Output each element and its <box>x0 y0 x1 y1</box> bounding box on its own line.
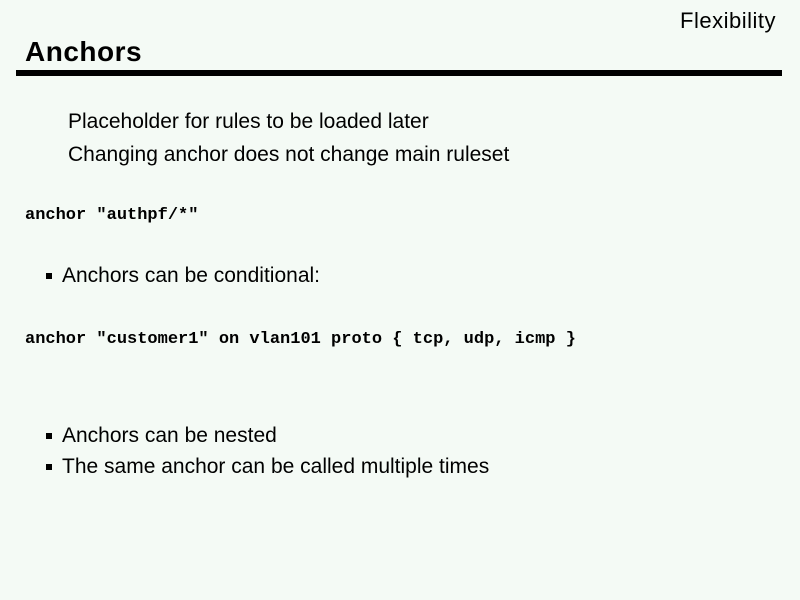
code-line-customer1: anchor "customer1" on vlan101 proto { tcp, udp, icmp } <box>25 330 576 349</box>
bullet-label: Anchors can be conditional: <box>62 264 320 287</box>
bullet-item <box>46 424 489 448</box>
bullet-item <box>46 455 489 479</box>
intro-line: Changing anchor does not change main ruleset <box>68 143 510 166</box>
bullet-item <box>46 264 320 288</box>
bullet-list <box>46 424 489 479</box>
bullet-label: The same anchor can be called multiple times <box>62 455 490 478</box>
intro-line: Placeholder for rules to be loaded later <box>68 110 429 133</box>
title-rule <box>16 70 782 76</box>
slide-title: Anchors <box>25 36 143 67</box>
bullet-square-icon <box>46 464 52 470</box>
code-line-authpf: anchor "authpf/*" <box>25 206 199 225</box>
corner-label: Flexibility <box>680 8 776 33</box>
bullet-label: Anchors can be nested <box>62 424 277 447</box>
bullet-square-icon <box>46 273 52 279</box>
intro-text <box>68 105 509 171</box>
bullet-square-icon <box>46 433 52 439</box>
